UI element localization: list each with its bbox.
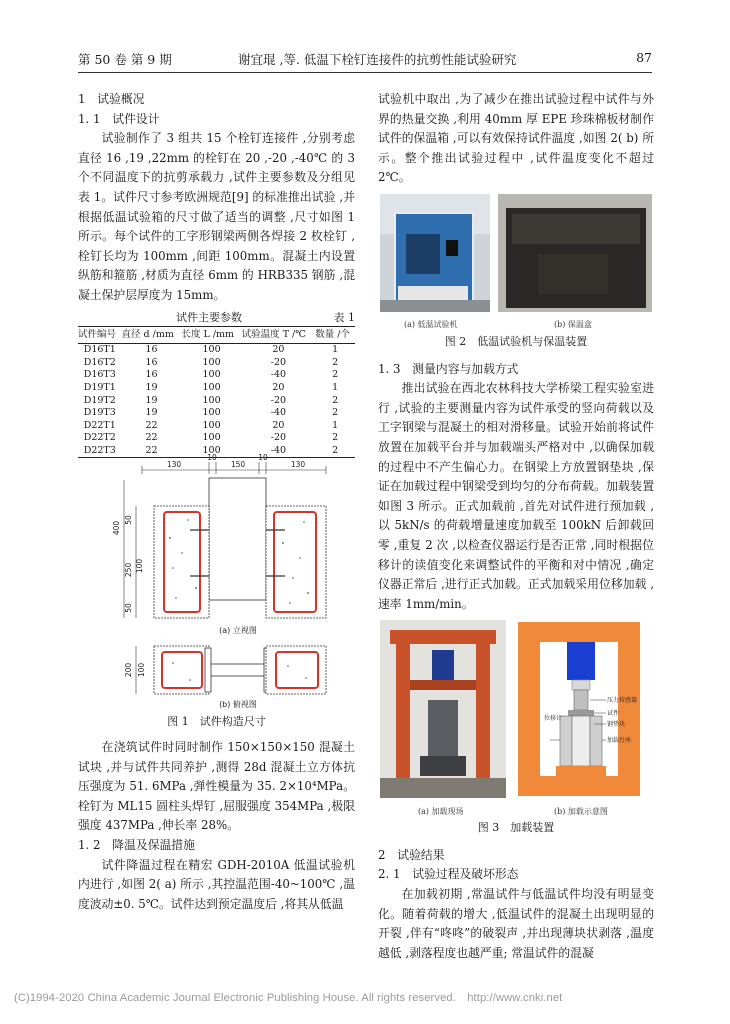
table-cell: 16 [145,356,158,368]
table-cell: -20 [270,394,287,406]
loading-platform [556,766,606,776]
table-cell: 100 [202,407,221,419]
table-row [78,369,355,382]
subcaption-elevation: (a) 立视图 [219,626,257,636]
table-cell: 100 [202,369,221,381]
table-cell: 100 [202,344,221,356]
table-row [78,420,355,433]
table-cell: D16T2 [83,356,116,368]
table-caption [78,306,355,326]
table-cell: D19T2 [83,394,116,406]
table-cell: 2 [332,394,339,406]
section-heading-1-1: 1. 1 试件设计 [78,111,160,126]
left-column [78,90,355,914]
table-number: 表 1 [333,310,355,324]
table-cell: D16T3 [83,369,116,381]
table-cell: -20 [270,432,287,444]
steel-beam-elevation [209,478,266,600]
table-row [78,432,355,445]
section-heading-1: 1 试验概况 [78,92,145,106]
dim-label-250: 250 [124,563,133,578]
paragraph-cooling: 试件降温过程在精宏 GDH-2010A 低温试验机内进行 ,如图 2( a) 所示 ,其控温范围-40~100℃ ,温度波动±0. 5℃。试件达到预定温度后 ,将其从低温 [78,857,355,911]
fig3-subcaption-b: (b) 加载示意图 [554,807,608,817]
section-heading-2-1: 2. 1 试验过程及破坏形态 [378,867,519,882]
table-cell: 20 [272,344,285,356]
table-header-cell: 试验温度 T /℃ [242,326,316,344]
fig2-subcaption-a: (a) 低温试验机 [404,319,458,329]
table-cell: 1 [332,381,339,393]
dim-label-200: 200 [124,663,133,678]
table-cell: 100 [202,356,221,368]
table-cell: 22 [145,432,158,444]
table-cell: 2 [315,445,355,458]
table-cell: -40 [270,369,287,381]
dim-label: 150 [230,460,246,470]
label-pressure-sensor: 压力传感器 [607,697,638,705]
section-heading-1-2: 1. 2 降温及保温措施 [78,838,195,853]
table-cell: 22 [122,445,182,458]
table-cell: D19T1 [83,381,116,393]
table-header-cell: 直径 d /mm [122,326,182,344]
table-header-cell: 试件编号 [78,326,122,344]
table-cell: 16 [145,344,158,356]
table-cell: D19T3 [83,407,116,419]
dim-label: 130 [166,460,182,470]
steel-pad [568,710,594,716]
table-cell: 19 [145,381,158,393]
figure-2-caption: 图 2 低温试验机与保温装置 [444,334,588,348]
fig3-subcaption-a: (a) 加载现场 [418,807,464,817]
table-cell: 100 [202,419,221,431]
specimen-icon [572,716,590,766]
table-cell: 100 [202,394,221,406]
label-specimen: 试件 [607,710,620,718]
table-row [78,357,355,370]
table-cell: D22T2 [83,432,116,444]
steel-web-plan [209,664,266,676]
dim-label: 10 [207,453,217,463]
dim-label-400: 400 [112,521,121,536]
table-header-cell: 长度 L /mm [181,326,241,344]
figure-3-caption: 图 3 加载装置 [477,821,555,835]
pressure-sensor-icon [574,690,588,710]
table-cell: D16T1 [83,344,116,356]
dim-label: 130 [290,460,306,470]
table-row [78,344,355,357]
label-displacement-meter: 位移计 [544,715,563,723]
table-row [78,382,355,395]
table-cell: -40 [270,407,287,419]
table-cell: 20 [272,381,285,393]
table-cell: D22T3 [78,445,122,458]
table-cell: 100 [181,445,241,458]
jack-icon [567,642,595,680]
paragraph-loading-method: 推出试验在西北农林科技大学桥梁工程实验室进行 ,试验的主要测量内容为试件承受的竖向荷载以及工字钢梁与混凝土的相对滑移量。试验开始前将试件放置在加载平台并与加载端头严格对中 ,以确保加载的过程中不产生偏心力。在钢梁上方放置钢垫块 ,保证在加载过程中钢梁受到均匀的分布荷载。加载装置如图 3 所示。正式加载前 ,首先对试件进行预加载 ,以 5kN/s 的荷载增量速度加载至 100kN 后卸载回零 ,重复 2 次 ,以检查仪器运行是否正常 ,同时根据位移计的读值变化来调整试件的平衡和对中情况 ,确定仪器正常后 ,进行正式加载。正式加载采用位移加载 ,速率 1mm/min。 [378,381,654,611]
table-cell: 1 [332,344,339,356]
label-platform: 加载台座 [607,737,632,745]
photo-loading-site [380,620,506,798]
table-cell: 2 [332,369,339,381]
figure-1-caption: 图 1 试件构造尺寸 [167,715,266,729]
table-cell: 2 [332,432,339,444]
journal-volume: 第 50 卷 第 9 期 [78,52,172,67]
section-heading-1-3: 1. 3 测量内容与加载方式 [378,361,519,376]
table-cell: 1 [332,419,339,431]
page-number: 87 [636,50,652,65]
paragraph-test-process: 在加载初期 ,常温试件与低温试件均没有明显变化。随着荷载的增大 ,低温试件的混凝土出现明显的开裂 ,伴有“咚咚”的破裂声 ,并出现薄块状剥落 ,温度越低 ,剥落程度也越严重; 常温试件的混凝 [378,887,654,960]
paragraph-concrete-properties: 在浇筑试件时同时制作 150×150×150 混凝土试块 ,并与试件共同养护 ,测得 28d 混凝土立方体抗压强度为 51. 6MPa ,弹性模量为 35. 2×10⁴MPa。栓钉为 ML15 圆柱头焊钉 ,屈服强度 354MPa ,极限强度 437MPa ,伸长率 28%。 [78,740,355,833]
loading-schematic [514,620,654,798]
table-body [78,344,355,458]
paragraph-insulation: 试验机中取出 ,为了减少在推出试验过程中试件与外界的热量交换 ,利用 40mm 厚 EPE 珍珠棉板材制作试件的保温箱 ,可以有效保持试件温度 ,如图 2( b) 所示。整个推出试验过程中 ,试件温度变化不超过 2℃。 [378,92,654,185]
header-rule [78,72,652,73]
table-cell: 100 [202,381,221,393]
copyright-footer: (C)1994-2020 China Academic Journal Electronic Publishing House. All rights reserved. http://www.cnki.net [14,992,563,1004]
table-cell: 20 [272,419,285,431]
photo-insulation-box [498,194,652,312]
label-steel-pad: 钢垫块 [607,721,626,729]
fig2-subcaption-b: (b) 保温盒 [554,319,592,329]
figure-2 [378,194,654,332]
subcaption-plan: (b) 俯视图 [219,700,257,710]
photo-low-temp-machine [380,194,490,312]
table-cell: -40 [242,445,316,458]
table-cell: -20 [270,356,287,368]
section-heading-2: 2 试验结果 [378,847,445,862]
table-cell: 19 [145,407,158,419]
dim-label-50a: 50 [124,515,133,526]
parameter-table [78,326,355,459]
table-header-row [78,326,355,344]
table-cell: 100 [202,432,221,444]
figure-1 [78,453,355,710]
dim-label-100: 100 [135,559,144,574]
table-cell: D22T1 [83,419,116,431]
table-cell: 22 [145,419,158,431]
table-row [78,395,355,408]
dim-label-50b: 50 [124,603,133,614]
right-column [378,90,654,963]
table-cell: 2 [332,407,339,419]
dim-label: 10 [258,453,268,463]
figure-3 [378,620,654,818]
table-cell: 16 [145,369,158,381]
specimen-drawing [78,453,355,710]
table-title: 试件主要参数 [176,310,242,324]
paragraph-specimen-design: 试验制作了 3 组共 15 个栓钉连接件 ,分别考虑直径 16 ,19 ,22mm 的栓钉在 20 ,-20 ,-40℃ 的 3 个不同温度下的抗剪承载力 ,试件主要参数及分组见表 1。试件尺寸参考欧洲规范[9] 的标准推出试验 ,并根据低温试验箱的尺寸做了适当的调整 ,尺寸如图 1 所示。每个试件的工字形钢梁两侧各焊接 2 枚栓钉 ,栓钉长均为 100mm ,间距 100mm。混凝土内设置纵筋和箍筋 ,材质为直径 6mm 的 HRB335 钢筋 ,混凝土保护层厚度为 15mm。 [78,131,355,302]
dim-label-100b: 100 [137,663,146,678]
table-cell: 19 [145,394,158,406]
table-cell: 2 [332,356,339,368]
running-title: 谢宜琨 ,等. 低温下栓钉连接件的抗剪性能试验研究 [238,52,517,67]
table-row [78,407,355,420]
table-header-cell: 数量 /个 [315,326,355,344]
